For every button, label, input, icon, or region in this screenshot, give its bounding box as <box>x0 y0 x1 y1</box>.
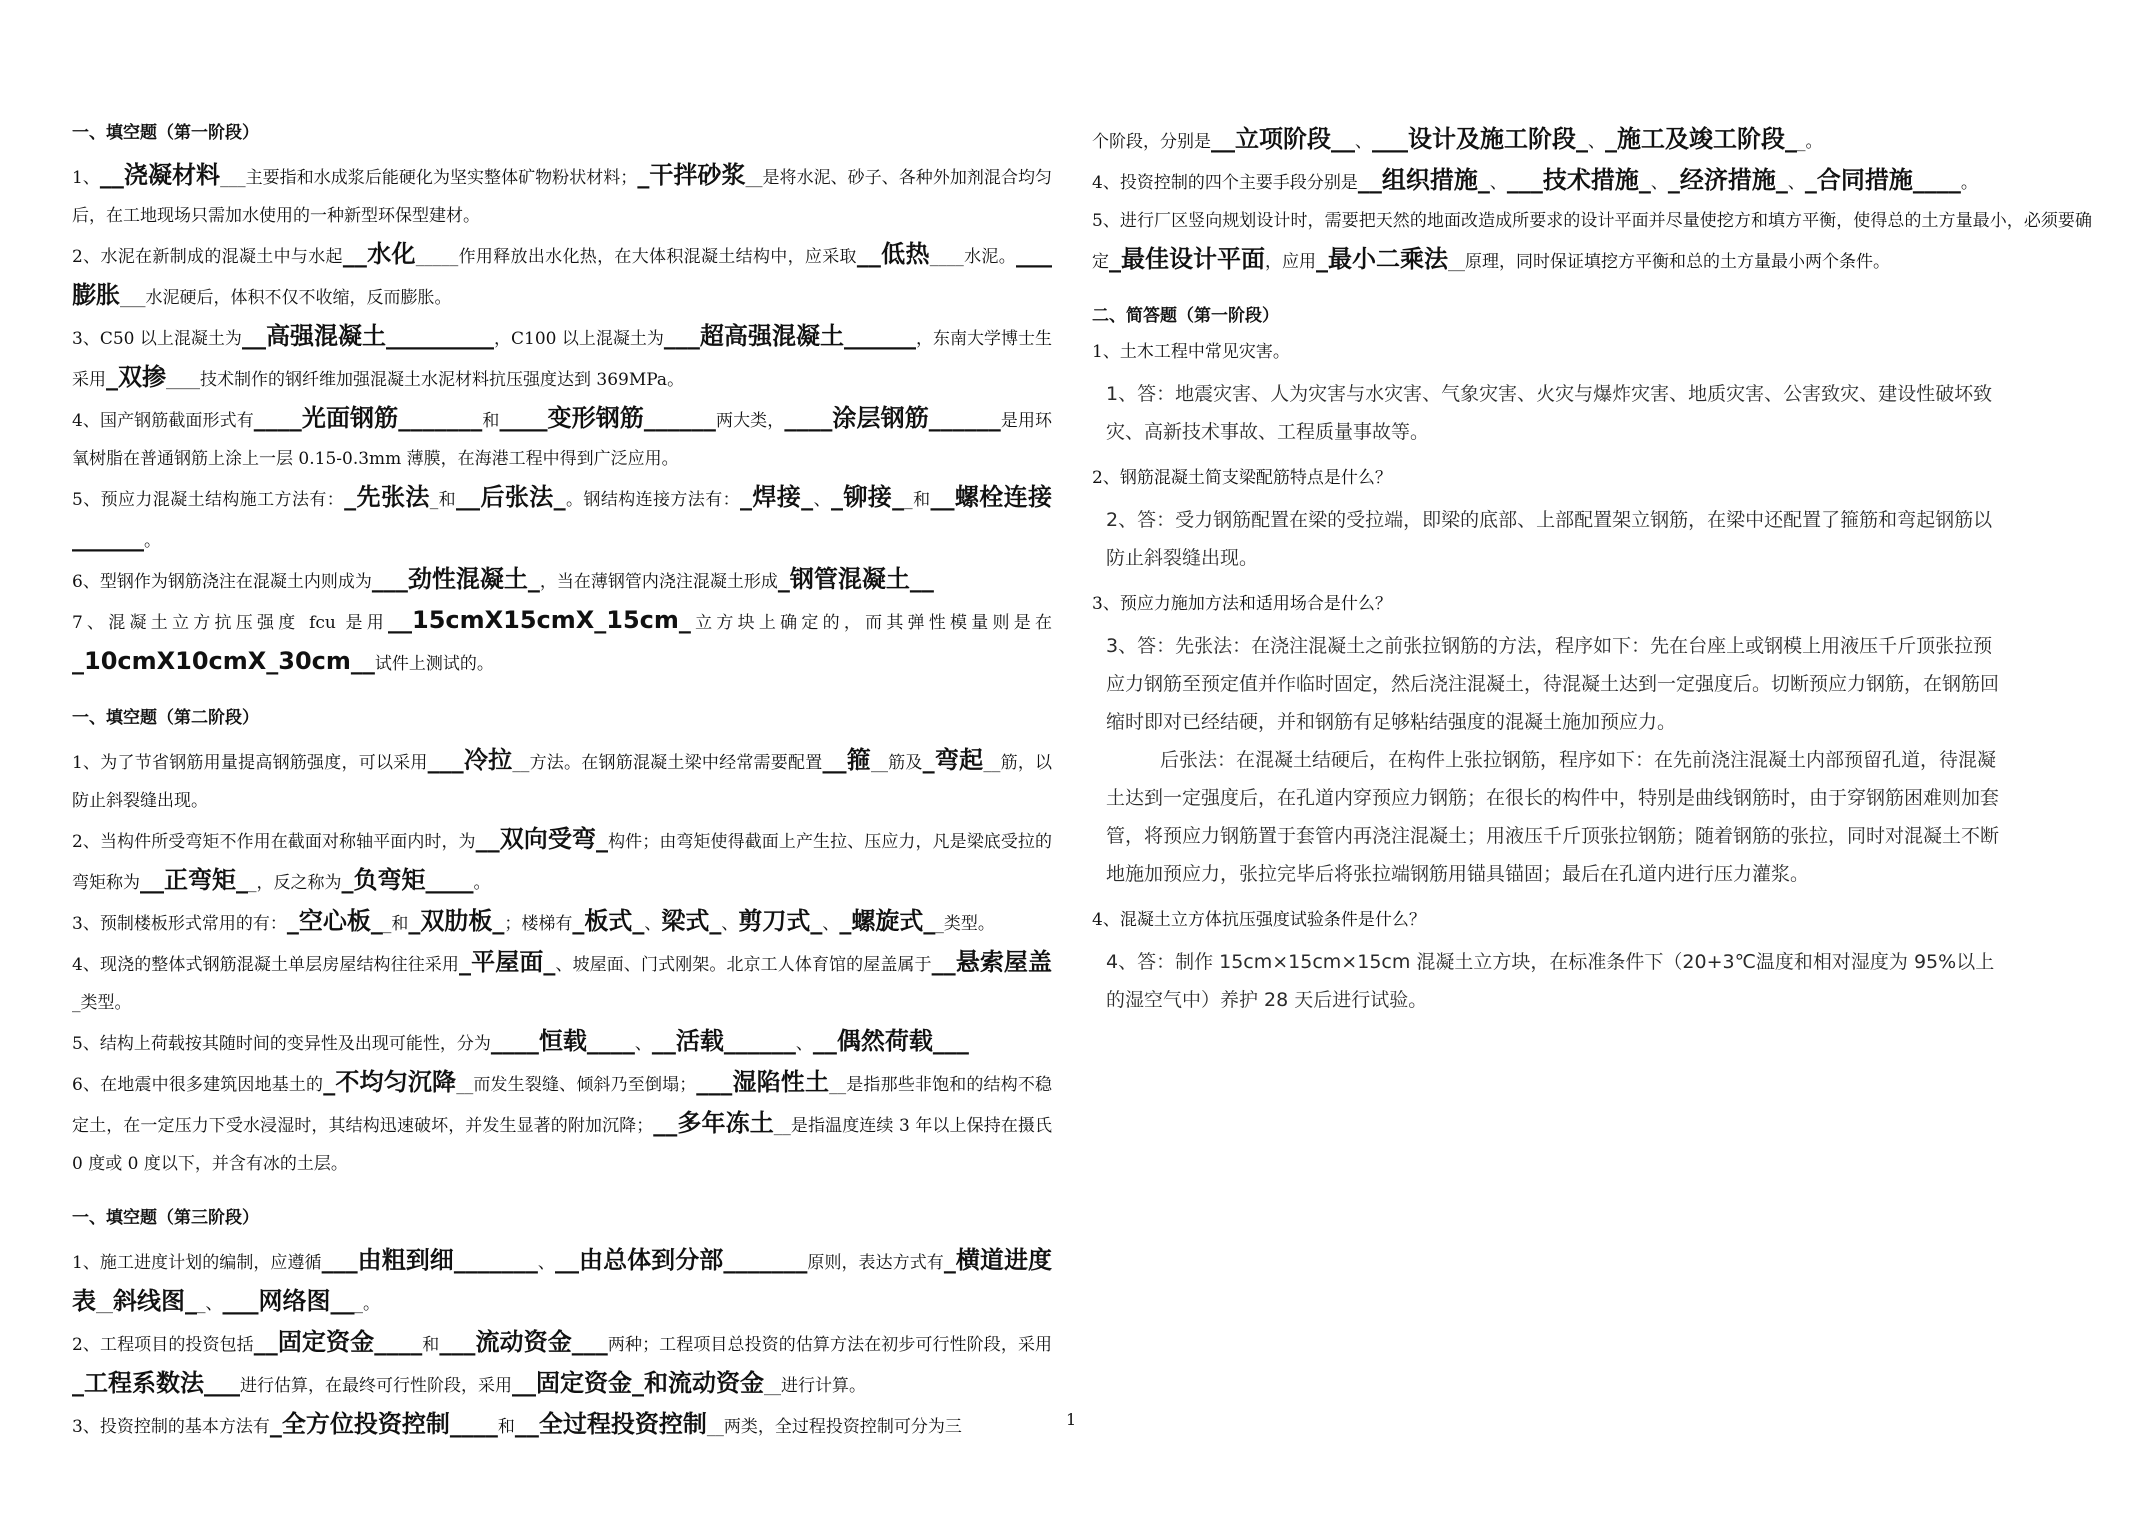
answer-3b <box>1106 741 2006 893</box>
question-3: 3、预应力施加方法和适用场合是什么？ <box>1092 594 1392 614</box>
fill-item-3-4: 4、投资控制的四个主要手段分别是__组织措施_、___技术措施_、_经济措施_、_合同措施____。 <box>1092 166 1978 194</box>
fill-item-3-1: 1、施工进度计划的编制，应遵循___由粗到细_______、__由总体到分部_______原则，表达方式有_横道进度表__斜线图__、___网络图___。 <box>72 1246 1053 1315</box>
question-2: 2、钢筋混凝土简支梁配筋特点是什么？ <box>1092 468 1392 488</box>
answer-3-pretensioning: 3、答：先张法：在浇注混凝土之前张拉钢筋的方法，程序如下：先在台座上或钢模上用液压千斤顶张拉预应力钢筋至预定值并作临时固定，然后浇注混凝土，待混凝土达到一定强度后。切断预应力钢筋，在钢筋回缩时即对已经结硬，并和钢筋有足够粘结强度的混凝土施加预应力。 <box>1106 635 2000 733</box>
fill-item-1-7: 7、混凝土立方抗压强度 fcu 是用__15cmX15cmX_15cm_立方块上确定的，而其弹性模量则是在_10cmX10cmX_30cm__试件上测试的。 <box>72 606 1052 675</box>
fill-item-1-2: 2、水泥在新制成的混凝土中与水起__水化_____作用释放出水化热，在大体积混凝土结构中，应采取__低热____水泥。___膨胀___水泥硬后，体积不仅不收缩，反而膨胀。 <box>72 240 1053 309</box>
fill-item-2-6: 6、在地震中很多建筑因地基土的_不均匀沉降__而发生裂缝、倾斜乃至倒塌；___湿陷性土__是指那些非饱和的结构不稳定土，在一定压力下受水浸湿时，其结构迅速破坏，并发生显著的附加沉降；__多年冻土__是指温度连续 3 年以上保持在摄氏 0 度或 0 度以下，并含有冰的土层。 <box>72 1068 1053 1174</box>
page-number: 1 <box>1066 1410 1077 1429</box>
section-title-stage2: 一、填空题（第二阶段） <box>72 708 259 728</box>
right-column <box>1092 120 2092 1033</box>
section-title-stage3: 一、填空题（第三阶段） <box>72 1208 259 1228</box>
fill-item-2-5: 5、结构上荷载按其随时间的变异性及出现可能性，分为____恒载____、__活载______、__偶然荷载___ <box>72 1027 969 1055</box>
question-4: 4、混凝土立方体抗压强度试验条件是什么？ <box>1092 910 1426 930</box>
fill-item-2-3: 3、预制楼板形式常用的有：_空心板__和_双肋板_；楼梯有_板式_、梁式_、剪刀式_、_螺旋式__类型。 <box>72 907 995 935</box>
section-title-stage1: 一、填空题（第一阶段） <box>72 123 259 143</box>
fill-item-1-1: 1、__浇凝材料___主要指和水成浆后能硬化为坚实整体矿物粉状材料；_干拌砂浆__是将水泥、砂子、各种外加剂混合均匀后，在工地现场只需加水使用的一种新型环保型建材。 <box>72 161 1053 226</box>
fill-item-1-4: 4、国产钢筋截面形式有____光面钢筋_______和____变形钢筋______两大类，____涂层钢筋______是用环氧树脂在普通钢筋上涂上一层 0.15-0.3mm 薄膜，在海港工程中得到广泛应用。 <box>72 404 1053 469</box>
fill-item-2-4: 4、现浇的整体式钢筋混凝土单层房屋结构往往采用_平屋面_、坡屋面、门式刚架。北京工人体育馆的屋盖属于__悬索屋盖_类型。 <box>72 948 1053 1013</box>
fill-item-1-6: 6、型钢作为钢筋浇注在混凝土内则成为___劲性混凝土_，当在薄钢管内浇注混凝土形成_钢管混凝土__ <box>72 565 934 593</box>
answer-2: 2、答：受力钢筋配置在梁的受拉端，即梁的底部、上部配置架立钢筋，在梁中还配置了箍筋和弯起钢筋以防止斜裂缝出现。 <box>1106 509 1993 569</box>
answer-3-post-tensioning: 后张法：在混凝土结硬后，在构件上张拉钢筋，程序如下：在先前浇注混凝土内部预留孔道，待混凝土达到一定强度后，在孔道内穿预应力钢筋；在很长的构件中，特别是曲线钢筋时，由于穿钢筋困难则加套管，将预应力钢筋置于套管内再浇注混凝土；用液压千斤顶张拉钢筋；随着钢筋的张拉，同时对混凝土不断地施加预应力，张拉完毕后将张拉端钢筋用锚具锚固；最后在孔道内进行压力灌浆。 <box>1106 749 2000 885</box>
fill-item-1-5: 5、预应力混凝土结构施工方法有：_先张法_和__后张法_。钢结构连接方法有：_焊接_、_铆接__和__螺栓连接______。 <box>72 483 1053 552</box>
left-column <box>72 120 1052 1446</box>
fill-item-3-3: 3、投资控制的基本方法有_全方位投资控制____和__全过程投资控制__两类，全过程投资控制可分为三 <box>72 1410 962 1438</box>
fill-item-2-2: 2、当构件所受弯矩不作用在截面对称轴平面内时，为__双向受弯_构件；由弯矩使得截面上产生拉、压应力，凡是梁底受拉的弯矩称为__正弯矩__，反之称为_负弯矩____。 <box>72 825 1053 894</box>
fill-item-3-5: 5、进行厂区竖向规划设计时，需要把天然的地面改造成所要求的设计平面并尽量使挖方和填方平衡，使得总的土方量最小，必须要确定_最佳设计平面，应用_最小二乘法__原理，同时保证填挖方平衡和总的土方量最小两个条件。 <box>1092 211 2092 273</box>
answer-4: 4、答：制作 15cm×15cm×15cm 混凝土立方块，在标准条件下（20+3℃温度和相对湿度为 95%以上的湿空气中）养护 28 天后进行试验。 <box>1106 951 1995 1011</box>
answer-3 <box>1106 627 2006 741</box>
fill-item-3-2: 2、工程项目的投资包括__固定资金____和___流动资金___两种；工程项目总投资的估算方法在初步可行性阶段，采用_工程系数法___进行估算，在最终可行性阶段，采用__固定资金_和流动资金__进行计算。 <box>72 1328 1053 1397</box>
question-1: 1、土木工程中常见灾害。 <box>1092 342 1290 362</box>
fill-item-1-3: 3、C50 以上混凝土为__高强混凝土_________，C100 以上混凝土为___超高强混凝土______，东南大学博士生采用_双掺____技术制作的钢纤维加强混凝土水泥材料抗压强度达到 369MPa。 <box>72 322 1053 391</box>
section-title-short-answer: 二、简答题（第一阶段） <box>1092 306 1279 326</box>
fill-item-2-1: 1、为了节省钢筋用量提高钢筋强度，可以采用___冷拉__方法。在钢筋混凝土梁中经常需要配置__箍__筋及_弯起__筋，以防止斜裂缝出现。 <box>72 746 1053 811</box>
fill-item-3-3-continued: 个阶段，分别是__立项阶段__、___设计及施工阶段_、_施工及竣工阶段__。 <box>1092 125 1823 153</box>
answer-1: 1、答：地震灾害、人为灾害与水灾害、气象灾害、火灾与爆炸灾害、地质灾害、公害致灾、建设性破坏致灾、高新技术事故、工程质量事故等。 <box>1106 383 1993 443</box>
